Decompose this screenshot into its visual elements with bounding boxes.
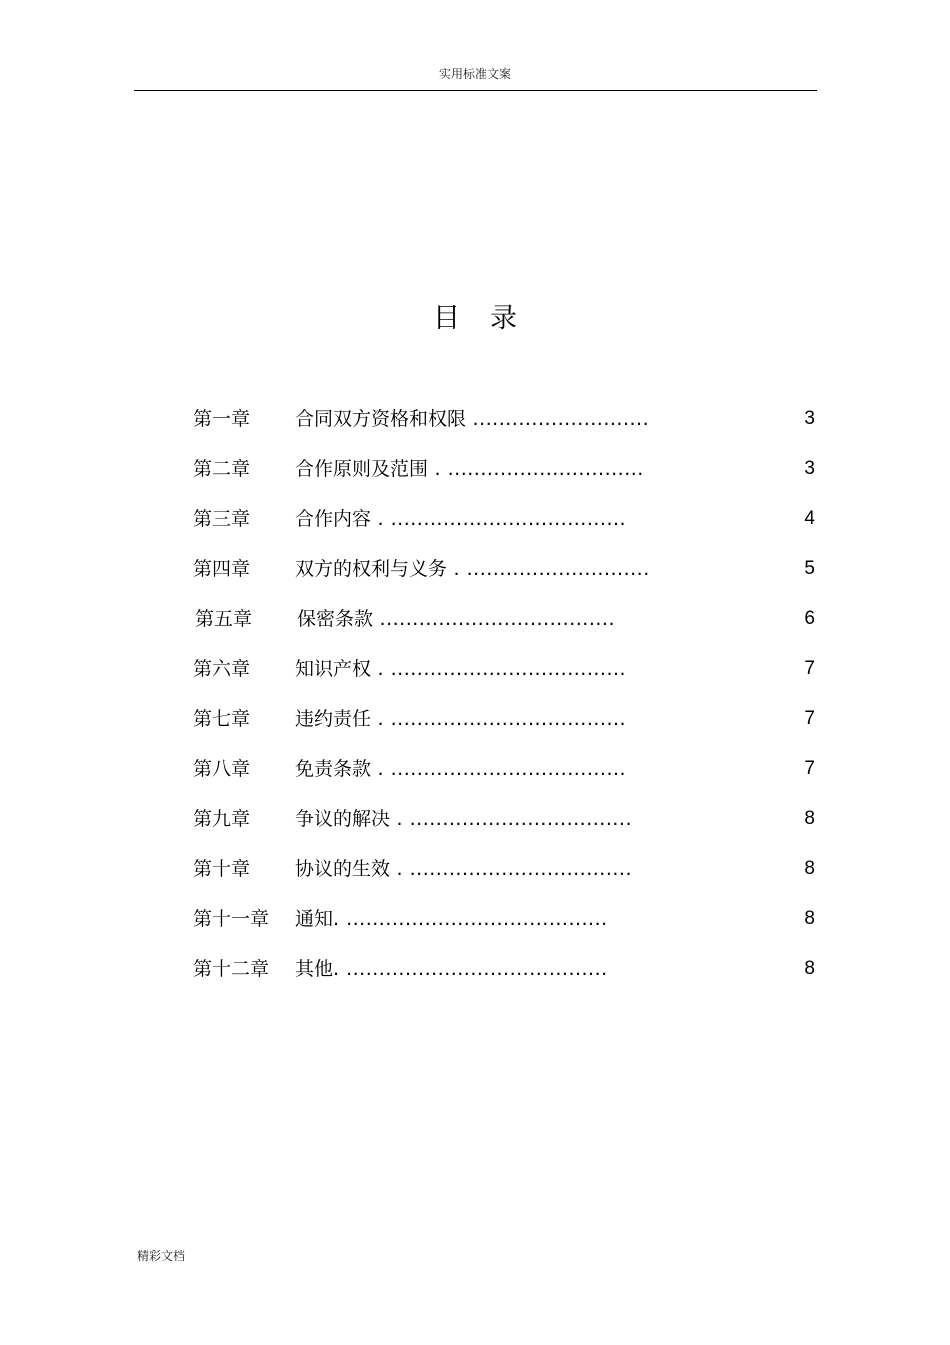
toc-entry-text xyxy=(295,555,650,583)
toc-entry[interactable] xyxy=(193,455,815,483)
toc-page-number: 7 xyxy=(804,708,815,729)
toc-title: 目录 xyxy=(433,303,547,334)
toc-entry-title: 合同双方资格和权限 xyxy=(295,408,467,430)
toc-entry-text xyxy=(297,605,615,633)
toc-entry[interactable] xyxy=(193,955,815,983)
toc-dot-leader: . .................................... xyxy=(371,508,627,530)
toc-chapter-label: 第三章 xyxy=(193,508,251,530)
toc-page-number: 7 xyxy=(804,758,815,779)
toc-entry-text xyxy=(295,505,626,533)
toc-entry-text xyxy=(295,755,626,783)
toc-entry-title: 通知 xyxy=(295,908,334,930)
toc-dot-leader: ........................... xyxy=(466,408,650,430)
toc-chapter-label: 第五章 xyxy=(195,608,253,630)
toc-entry-title: 违约责任 xyxy=(295,708,372,730)
toc-entry-text xyxy=(295,955,608,983)
toc-dot-leader: . .................................... xyxy=(371,708,627,730)
toc-dot-leader: . ........................................ xyxy=(333,908,608,930)
toc-entry[interactable] xyxy=(193,905,815,933)
toc-entry-title: 争议的解决 xyxy=(295,808,391,830)
toc-page-number: 6 xyxy=(804,608,815,629)
toc-entry-title: 保密条款 xyxy=(297,608,374,630)
toc-entry[interactable] xyxy=(193,855,815,883)
toc-entry-text xyxy=(295,855,632,883)
toc-entry-title: 知识产权 xyxy=(295,658,372,680)
toc-chapter-label: 第十二章 xyxy=(193,958,270,980)
toc-chapter-label: 第四章 xyxy=(193,558,251,580)
toc-page-number: 3 xyxy=(804,458,815,479)
toc-dot-leader: . .................................. xyxy=(390,808,632,830)
running-header: 实用标准文案 xyxy=(438,67,511,81)
toc-entry-text xyxy=(295,405,649,433)
toc-entry[interactable] xyxy=(193,655,815,683)
toc-chapter-label: 第一章 xyxy=(193,408,251,430)
toc-entry[interactable] xyxy=(193,805,815,833)
page-footer: 精彩文档 xyxy=(137,1249,186,1263)
toc-entry-title: 协议的生效 xyxy=(295,858,391,880)
toc-chapter-label: 第九章 xyxy=(193,808,251,830)
toc-page-number: 8 xyxy=(804,958,815,979)
toc-dot-leader: . .................................... xyxy=(371,658,627,680)
toc-entry-text xyxy=(295,905,608,933)
toc-entry[interactable] xyxy=(193,605,815,633)
toc-page-number: 7 xyxy=(804,658,815,679)
toc-page-number: 3 xyxy=(804,408,815,429)
toc-entry-title: 免责条款 xyxy=(295,758,372,780)
toc-dot-leader: .................................... xyxy=(373,608,615,630)
toc-dot-leader: . .............................. xyxy=(428,458,644,480)
toc-dot-leader: . ............................ xyxy=(447,558,650,580)
toc-entry-text xyxy=(295,705,626,733)
toc-chapter-label: 第二章 xyxy=(193,458,251,480)
toc-entry[interactable] xyxy=(193,505,815,533)
toc-entry-title: 其他 xyxy=(295,958,334,980)
toc-entry-title: 合作内容 xyxy=(295,508,372,530)
toc-entry-text xyxy=(295,805,632,833)
toc-chapter-label: 第八章 xyxy=(193,758,251,780)
toc-page-number: 8 xyxy=(804,908,815,929)
toc-chapter-label: 第六章 xyxy=(193,658,251,680)
toc-entry[interactable] xyxy=(193,405,815,433)
toc-entry-text xyxy=(295,455,644,483)
toc-dot-leader: . .................................. xyxy=(390,858,632,880)
toc-dot-leader: . ........................................ xyxy=(333,958,608,980)
toc-entry[interactable] xyxy=(193,755,815,783)
toc-entry-title: 双方的权利与义务 xyxy=(295,558,448,580)
toc-entry-text xyxy=(295,655,626,683)
toc-chapter-label: 第七章 xyxy=(193,708,251,730)
toc-entry[interactable] xyxy=(193,705,815,733)
toc-page-number: 4 xyxy=(804,508,815,529)
toc-entry[interactable] xyxy=(193,555,815,583)
toc-page-number: 8 xyxy=(804,808,815,829)
toc-chapter-label: 第十章 xyxy=(193,858,251,880)
toc-entry-title: 合作原则及范围 xyxy=(295,458,429,480)
toc-page-number: 5 xyxy=(804,558,815,579)
toc-page-number: 8 xyxy=(804,858,815,879)
toc-chapter-label: 第十一章 xyxy=(193,908,270,930)
toc-dot-leader: . .................................... xyxy=(371,758,627,780)
